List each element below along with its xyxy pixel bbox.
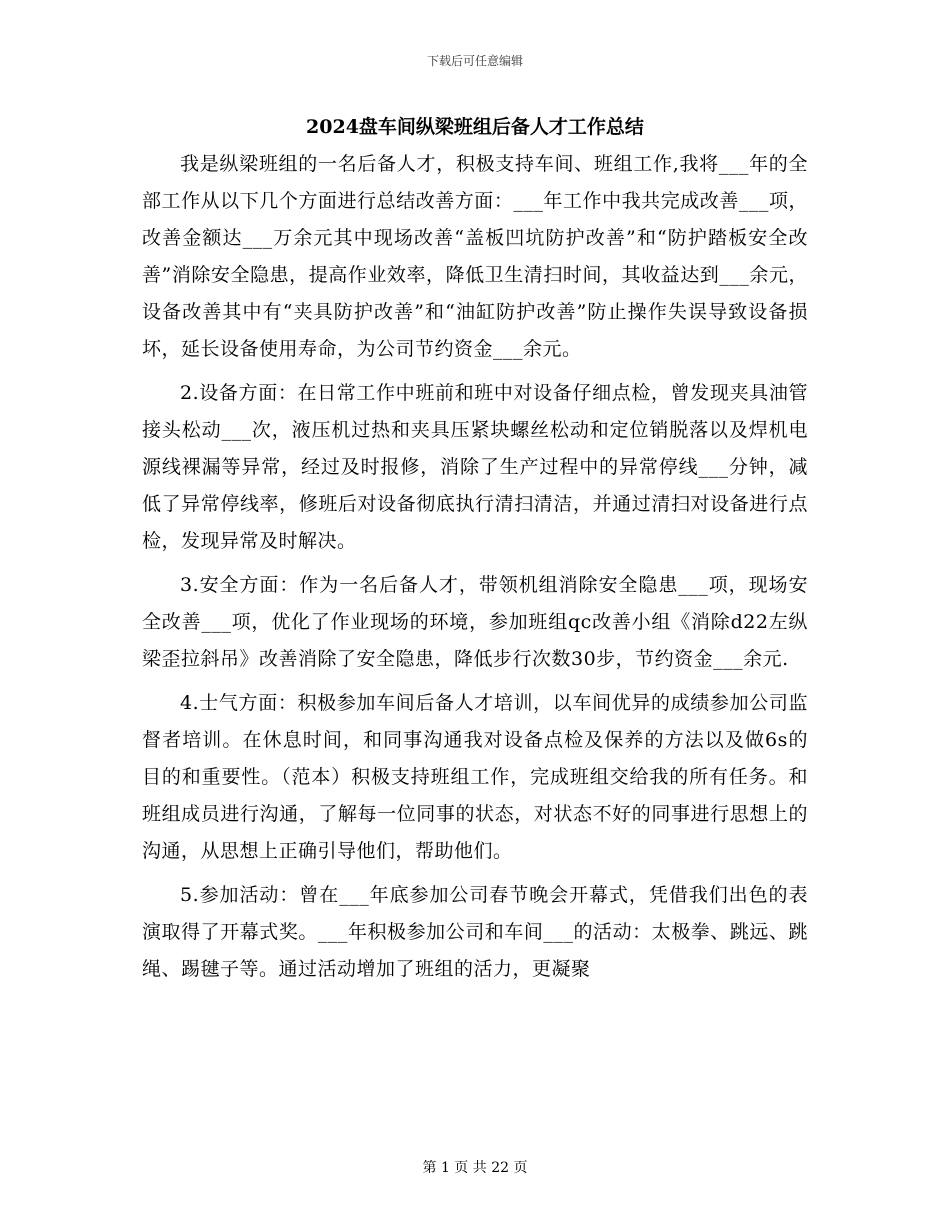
- paragraph-intro: 我是纵梁班组的一名后备人才，积极支持车间、班组工作,我将___年的全部工作从以下几个方面进行总结改善方面：___年工作中我共完成改善___项，改善金额达___万余元其中现场改善“盖板凹坑防护改善”和“防护踏板安全改善”消除安全隐患，提高作业效率，降低卫生清扫时间，其收益达到___余元，设备改善其中有“夹具防护改善”和“油缸防护改善”防止操作失误导致设备损坏，延长设备使用寿命，为公司节约资金___余元。: [142, 153, 808, 360]
- paragraph-morale: 4.士气方面：积极参加车间后备人才培训，以车间优异的成绩参加公司监督者培训。在休息时间，和同事沟通我对设备点检及保养的方法以及做6s的目的和重要性。（范本）积极支持班组工作，完成班组交给我的所有任务。和班组成员进行沟通，了解每一位同事的状态，对状态不好的同事进行思想上的沟通，从思想上正确引导他们，帮助他们。: [142, 692, 808, 862]
- page-number-footer: 第 1 页 共 22 页: [422, 1160, 528, 1176]
- document-body: [142, 146, 808, 995]
- paragraph-safety: 3.安全方面：作为一名后备人才，带领机组消除安全隐患___项，现场安全改善___项，优化了作业现场的环境，参加班组qc改善小组《消除d22左纵梁歪拉斜吊》改善消除了安全隐患，降低步行次数30步，节约资金___余元.: [142, 574, 808, 670]
- paragraph-activities: 5.参加活动：曾在___年底参加公司春节晚会开幕式，凭借我们出色的表演取得了开幕式奖。___年积极参加公司和车间___的活动：太极拳、跳远、跳绳、踢毽子等。通过活动增加了班组的活力，更凝聚: [142, 884, 808, 980]
- document-title: 2024盘车间纵梁班组后备人才工作总结: [306, 116, 644, 138]
- paragraph-equipment: 2.设备方面：在日常工作中班前和班中对设备仔细点检，曾发现夹具油管接头松动___次，液压机过热和夹具压紧块螺丝松动和定位销脱落以及焊机电源线裸漏等异常，经过及时报修，消除了生产过程中的异常停线___分钟，减低了异常停线率，修班后对设备彻底执行清扫清洁，并通过清扫对设备进行点检，发现异常及时解决。: [142, 382, 808, 552]
- page-header-note: 下载后可任意编辑: [426, 54, 523, 68]
